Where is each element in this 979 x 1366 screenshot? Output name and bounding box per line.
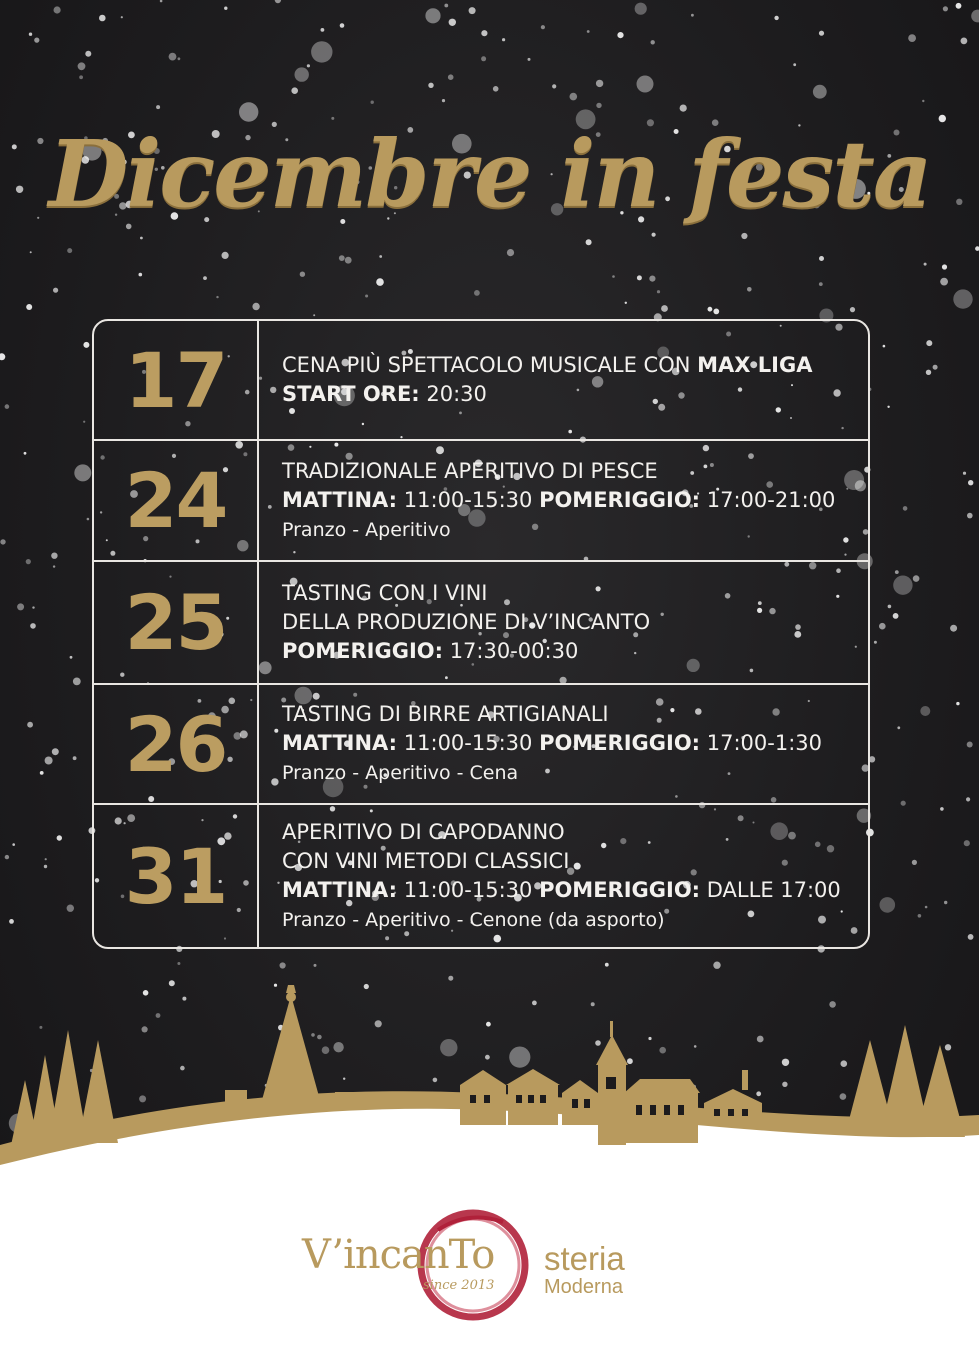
event-line — [282, 457, 858, 486]
snowflake — [252, 303, 259, 310]
snowflake — [897, 726, 900, 729]
snowflake — [300, 272, 305, 277]
snowflake — [651, 40, 655, 44]
snowflake — [713, 309, 719, 315]
event-line — [282, 758, 858, 788]
snowflake — [67, 248, 72, 253]
snowflake — [956, 702, 959, 705]
snowflake — [708, 307, 713, 312]
snowflake — [17, 603, 24, 610]
snowflake — [85, 51, 91, 57]
snowflake — [625, 302, 627, 304]
snowflake — [963, 472, 966, 475]
snowflake — [481, 56, 486, 61]
snowflake — [879, 623, 886, 630]
event-text-segment: 11:00-15:30 — [397, 877, 540, 902]
snowflake — [793, 63, 796, 66]
snowflake — [819, 31, 824, 36]
event-row — [94, 560, 868, 683]
event-text-segment: DALLE 17:00 — [700, 877, 841, 902]
event-line — [282, 608, 858, 637]
snowflake — [975, 246, 979, 251]
event-text-segment: CENA PIÙ SPETTACOLO MUSICALE CON — [282, 353, 698, 377]
event-row — [94, 803, 868, 947]
snowflake — [933, 365, 938, 370]
snowflake — [925, 906, 928, 909]
event-text-segment: TASTING DI BIRRE ARTIGIANALI — [282, 702, 609, 726]
snowflake — [73, 756, 77, 760]
snowflake — [295, 67, 309, 81]
logo-osteria-text: steria — [544, 1240, 625, 1277]
snowflake — [448, 74, 454, 80]
event-line — [282, 876, 858, 905]
event-details — [282, 441, 858, 560]
snowflake — [926, 370, 931, 375]
snowflake — [74, 464, 91, 481]
snowflake — [950, 625, 957, 632]
event-text-segment: Pranzo - Aperitivo - Cena — [282, 762, 519, 784]
snowflake — [70, 656, 73, 659]
event-text-segment: POMERIGGIO: — [539, 877, 701, 902]
christmas-tree-icon — [225, 985, 359, 1104]
snowflake — [291, 87, 298, 94]
poster-title: Dicembre in festa — [48, 120, 931, 228]
event-text-segment: POMERIGGIO: — [539, 487, 701, 512]
snowflake — [895, 570, 899, 574]
snowflake — [53, 288, 58, 293]
snowflake — [893, 613, 899, 619]
snowflake — [887, 406, 889, 408]
snowflake — [956, 3, 962, 9]
snowflake — [365, 295, 368, 298]
snowflake — [680, 105, 687, 112]
snowflake — [53, 565, 55, 567]
snowflake — [637, 76, 654, 93]
snowflake — [541, 25, 545, 29]
snowflake — [40, 771, 44, 775]
snowflake — [121, 16, 123, 18]
snowflake — [968, 934, 974, 940]
event-text-segment: 11:00-15:30 — [397, 487, 540, 512]
event-text-segment: DELLA PRODUZIONE DI V’INCANTO — [282, 610, 651, 634]
snowflake — [502, 38, 505, 41]
snowflake — [596, 103, 601, 108]
snowflake — [940, 807, 944, 811]
snowflake — [587, 30, 590, 33]
snowflake — [78, 62, 86, 70]
event-text-segment: MATTINA: — [282, 731, 398, 755]
logo-since-text: since 2013 — [423, 1278, 495, 1293]
snowflake — [99, 15, 106, 22]
snowflake — [570, 93, 578, 101]
snowflake — [883, 345, 886, 348]
snowflake — [918, 914, 922, 918]
brand-logo — [300, 1200, 660, 1330]
event-details — [282, 562, 858, 683]
snowflake — [0, 539, 5, 544]
snowflake — [528, 58, 531, 61]
snowflake — [966, 797, 970, 801]
event-row — [94, 321, 868, 439]
snowflake — [819, 256, 824, 261]
event-day: 31 — [124, 831, 227, 921]
pine-trees-left-icon — [10, 1030, 118, 1150]
event-text-segment: MAX LIGA — [697, 353, 813, 377]
event-day: 17 — [124, 335, 227, 425]
snowflake — [912, 860, 917, 865]
snowflake — [481, 30, 487, 36]
snowflake — [552, 84, 556, 88]
snowflake — [605, 963, 609, 967]
snowflake — [340, 23, 345, 28]
snowflake — [961, 38, 968, 45]
snowflake — [774, 16, 778, 20]
snowflake — [657, 290, 660, 293]
snowflake — [850, 307, 855, 312]
snowflake — [26, 304, 32, 310]
event-text-segment: TRADIZIONALE APERITIVO DI PESCE — [282, 458, 658, 483]
snowflake — [29, 33, 32, 36]
snowflake — [275, 0, 281, 3]
snowflake — [314, 964, 317, 967]
snowflake — [943, 6, 948, 11]
event-line — [282, 351, 858, 380]
snowflake — [968, 480, 973, 485]
snowflake — [888, 605, 892, 609]
snowflake — [893, 576, 912, 595]
snowflake — [44, 865, 47, 868]
snowflake — [880, 897, 896, 913]
event-line — [282, 818, 858, 847]
event-text-segment: 17:00-1:30 — [700, 731, 823, 755]
snowflake — [5, 855, 9, 859]
column-divider — [257, 685, 259, 803]
snowflake — [649, 276, 655, 282]
snowflake — [376, 278, 384, 286]
snowflake — [216, 296, 218, 298]
snowflake — [222, 252, 229, 259]
snowflake — [507, 249, 514, 256]
event-text-segment: 20:30 — [419, 382, 487, 406]
event-text-segment: CON VINI METODI CLASSICI — [282, 848, 570, 873]
snowflake — [942, 264, 947, 269]
snowflake — [940, 278, 948, 286]
snowflake — [239, 102, 258, 121]
event-day: 25 — [124, 578, 227, 667]
snowflake — [345, 257, 352, 264]
snowflake — [586, 239, 592, 245]
snowflake — [944, 901, 947, 904]
event-line — [282, 579, 858, 608]
snowflake — [339, 255, 345, 261]
snowflake — [169, 53, 177, 61]
snowflake — [140, 237, 143, 240]
snowflake — [280, 962, 286, 968]
event-day: 24 — [124, 456, 227, 545]
event-line — [282, 729, 858, 758]
snowflake — [177, 962, 180, 965]
event-row — [94, 683, 868, 803]
snowflake — [30, 623, 36, 629]
column-divider — [257, 805, 259, 947]
snowflake — [635, 3, 647, 15]
snowflake — [444, 4, 448, 8]
event-text-segment: START ORE: — [282, 382, 420, 406]
snowflake — [596, 80, 603, 87]
event-details — [282, 321, 858, 439]
events-table — [92, 319, 870, 949]
snowflake — [448, 976, 453, 981]
snowflake — [971, 10, 979, 23]
snowflake — [87, 518, 90, 521]
snowflake — [9, 919, 14, 924]
logo-brand-text: V’incanTo — [302, 1232, 495, 1278]
event-line — [282, 637, 858, 666]
event-line — [282, 700, 858, 729]
column-divider — [257, 441, 259, 560]
snowflake — [967, 742, 973, 748]
snowflake — [224, 7, 227, 10]
snowflake — [926, 340, 932, 346]
snowflake — [428, 83, 433, 88]
snowflake — [83, 421, 85, 423]
snowflake — [79, 75, 83, 79]
snowflake — [617, 32, 623, 38]
event-line — [282, 847, 858, 876]
snowflake — [903, 506, 908, 511]
event-details — [282, 685, 858, 803]
snowflake — [12, 843, 15, 846]
snowflake — [469, 7, 476, 14]
event-row — [94, 439, 868, 560]
snowflake — [964, 840, 970, 846]
event-text-segment: Pranzo - Aperitivo - Cenone (da asporto) — [282, 908, 665, 931]
snowflake — [32, 606, 34, 608]
snowflake — [920, 706, 930, 716]
snowflake — [691, 14, 694, 17]
snowflake — [813, 85, 827, 99]
snowflake — [321, 28, 325, 32]
snowflake — [652, 233, 656, 237]
snowflake — [924, 263, 927, 266]
event-details — [282, 805, 858, 947]
snowflake — [5, 404, 10, 409]
snowflake — [45, 858, 47, 860]
event-text-segment: MATTINA: — [282, 487, 398, 512]
column-divider — [257, 562, 259, 683]
snowflake — [156, 105, 160, 109]
logo-moderna-text: Moderna — [544, 1276, 623, 1298]
snowflake — [24, 452, 27, 455]
snowflake — [425, 8, 440, 23]
snowflake — [913, 575, 920, 582]
snowflake — [637, 275, 642, 280]
event-line — [282, 486, 858, 515]
snowflake — [139, 273, 143, 277]
snowflake — [967, 513, 973, 519]
snowflake — [741, 233, 747, 239]
snowflake — [45, 757, 53, 765]
snowflake — [27, 722, 33, 728]
snowflake — [52, 748, 59, 755]
snowflake — [612, 275, 615, 278]
snowflake — [73, 678, 81, 686]
event-text-segment: 17:30-00:30 — [443, 639, 579, 663]
event-line — [282, 905, 858, 935]
snowflake — [493, 86, 499, 92]
snowflake — [34, 38, 39, 43]
event-text-segment: Pranzo - Aperitivo — [282, 518, 451, 541]
snowflake — [442, 99, 445, 102]
snowflake — [819, 282, 823, 286]
column-divider — [257, 321, 259, 439]
event-line — [282, 380, 858, 409]
snowflake — [311, 41, 332, 62]
event-text-segment: 11:00-15:30 — [397, 731, 540, 755]
snowflake — [901, 801, 906, 806]
snowflake — [371, 101, 374, 104]
snowflake — [67, 905, 74, 912]
event-day: 26 — [124, 699, 227, 789]
snowflake — [313, 314, 315, 316]
pine-trees-right-icon — [845, 1025, 965, 1137]
snowflake — [307, 64, 310, 67]
snowflake — [449, 19, 456, 26]
snowflake — [26, 559, 31, 564]
event-text-segment: POMERIGGIO: — [539, 731, 701, 755]
snowflake — [203, 276, 207, 280]
event-text-segment: TASTING CON I VINI — [282, 581, 488, 605]
snowflake — [57, 835, 62, 840]
snowflake — [953, 289, 972, 308]
event-line — [282, 515, 858, 545]
snowflake — [661, 305, 668, 312]
snowflake — [474, 290, 480, 296]
snowflake — [922, 100, 924, 102]
snowflake — [908, 34, 916, 42]
event-text-segment: 17:00-21:00 — [700, 487, 836, 512]
event-text-segment: POMERIGGIO: — [282, 639, 444, 663]
snowflake — [874, 641, 877, 644]
snowflake — [51, 553, 57, 559]
snowflake — [30, 251, 32, 253]
snowflake — [379, 255, 382, 258]
snowflake — [178, 57, 181, 60]
snowflake — [54, 6, 61, 13]
snowflake — [160, 0, 163, 2]
event-text-segment: MATTINA: — [282, 877, 398, 902]
snowflake — [713, 962, 720, 969]
event-text-segment: APERITIVO DI CAPODANNO — [282, 819, 565, 844]
snowflake — [747, 287, 752, 292]
snowflake — [0, 353, 5, 360]
snowflake — [83, 342, 89, 348]
